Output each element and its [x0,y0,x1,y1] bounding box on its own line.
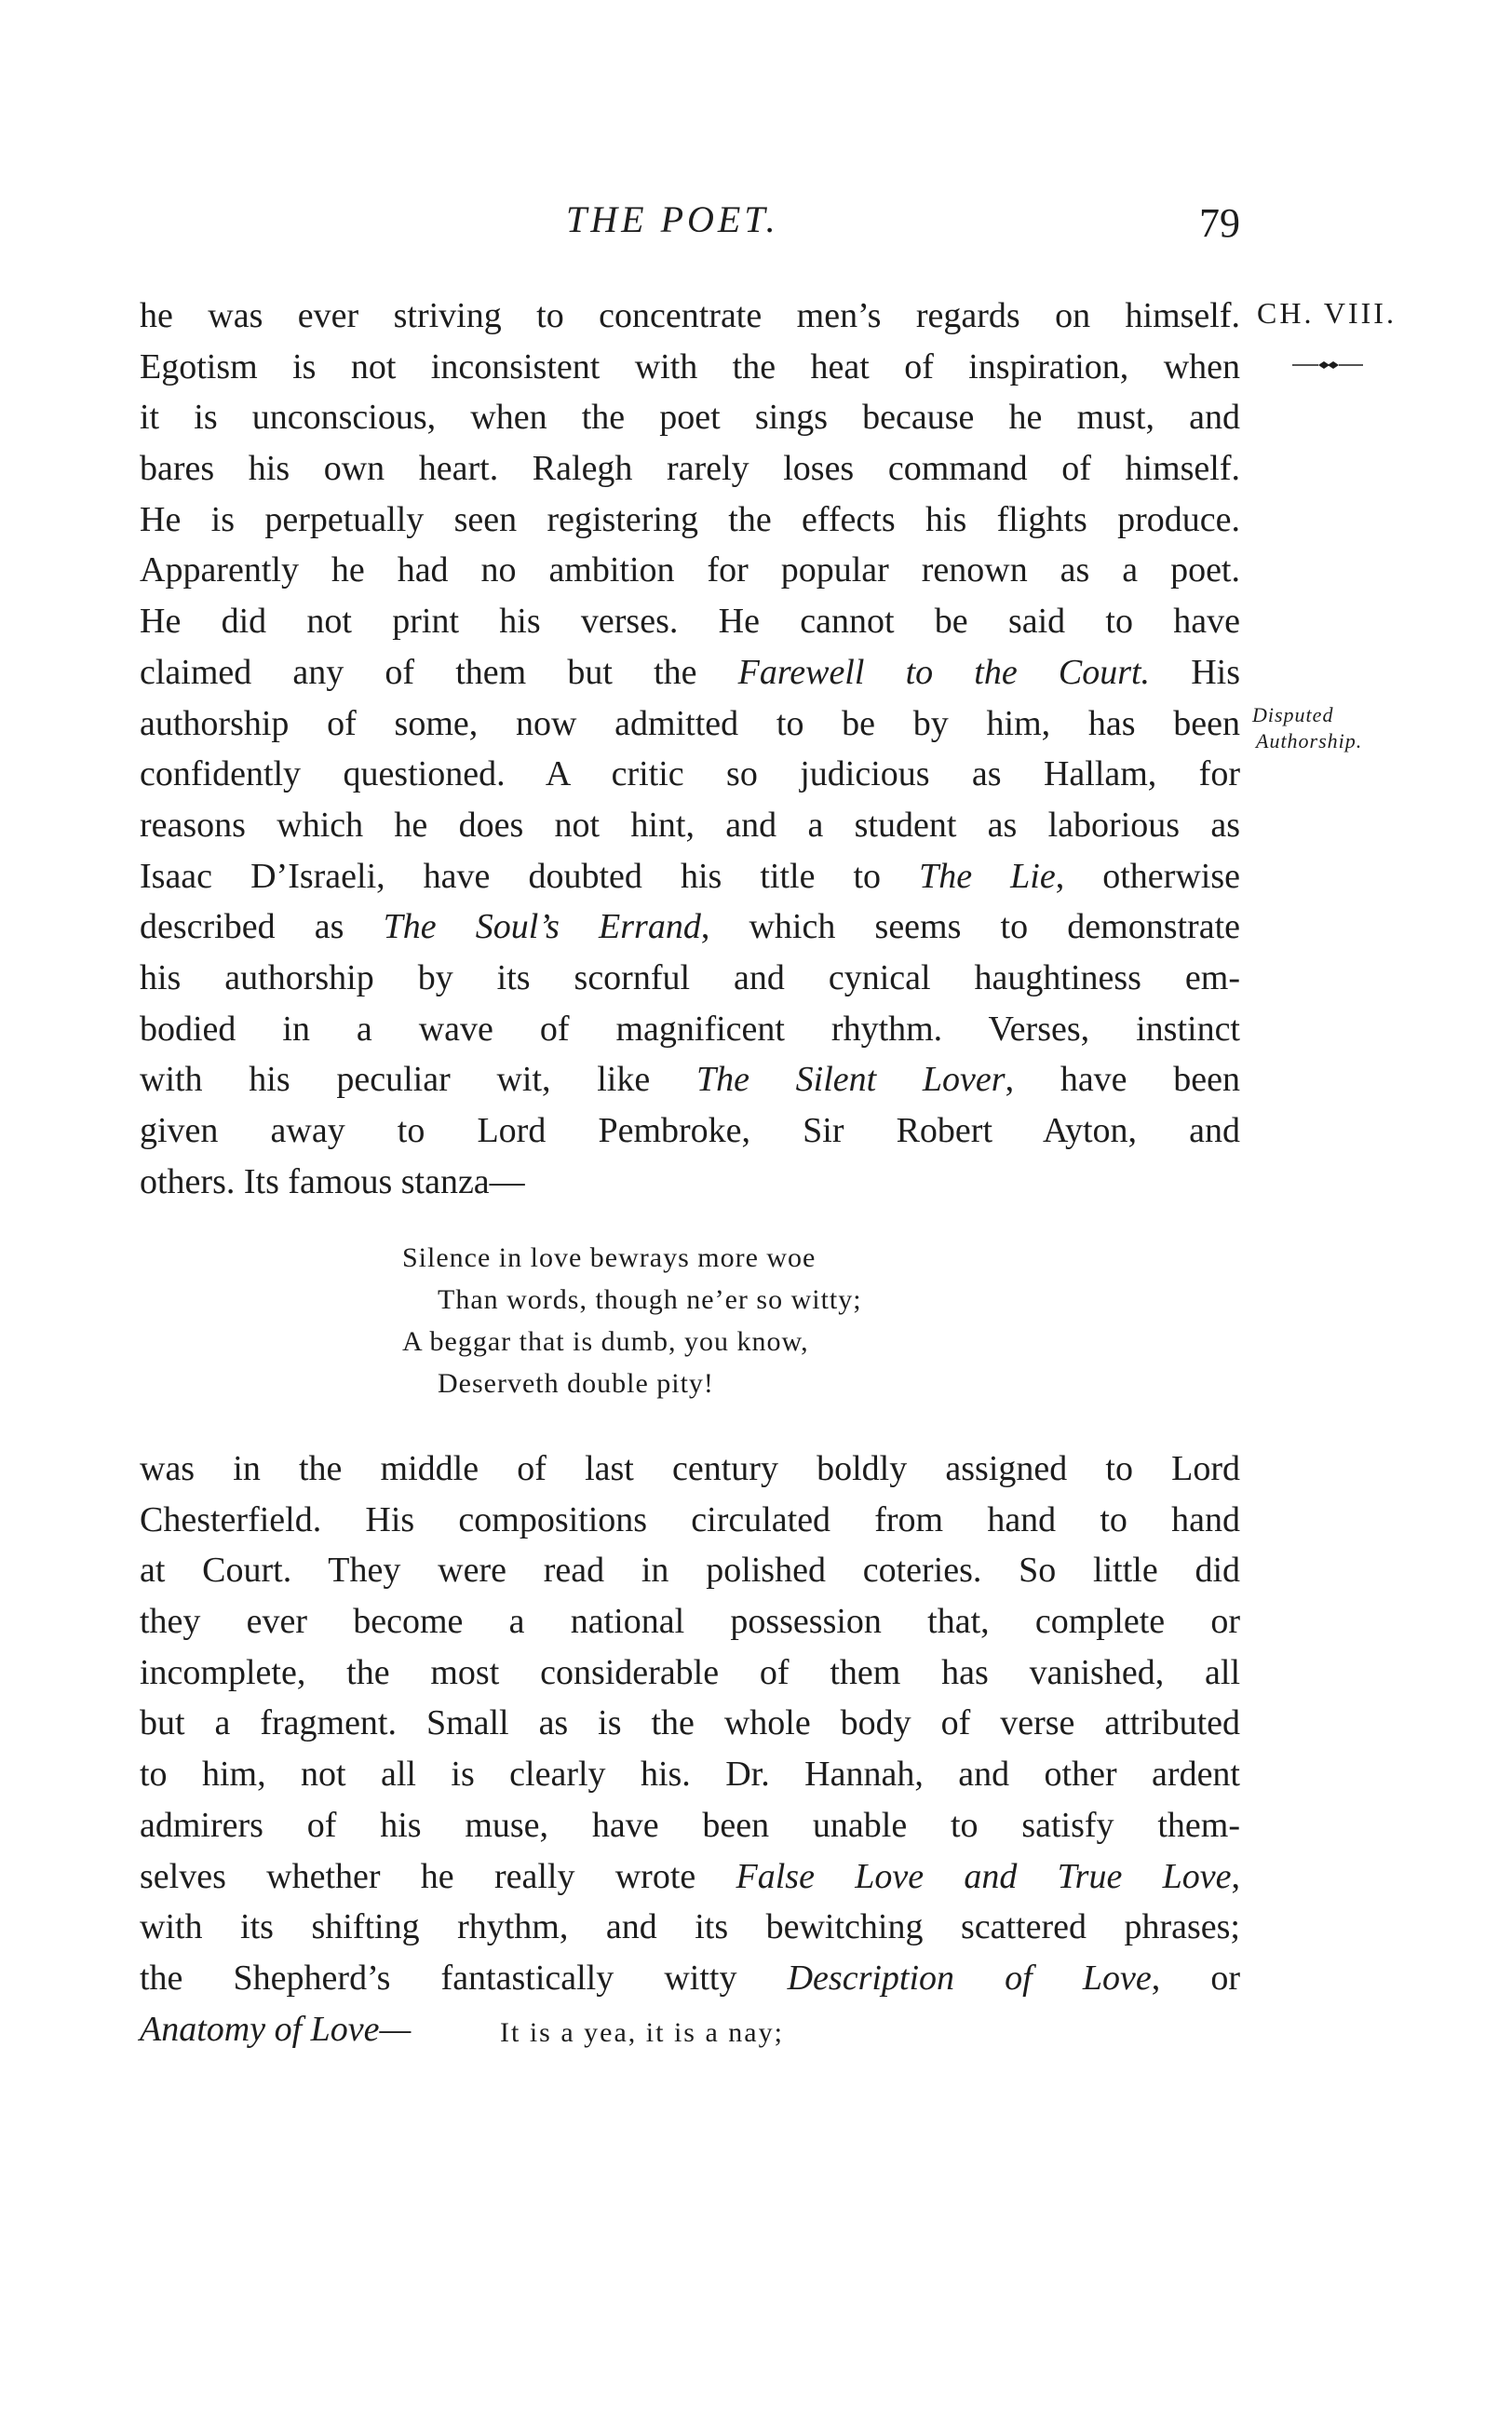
text-line [140,1545,1240,1596]
text-line [140,1444,1240,1495]
text-run: was in the middle of last century boldly assigned to Lord [140,1449,1240,1488]
running-head [140,197,1240,253]
paragraph-block-1 [140,291,1240,1207]
text-run: incomplete, the most considerable of them has vanished, all [140,1652,1240,1692]
italic-title: Description of Love [787,1958,1152,1998]
text-line [140,749,1240,800]
text-line [140,698,1240,750]
text-run: , or [1151,1958,1240,1998]
paragraph-block-2 [140,1444,1240,2054]
text-line [140,495,1240,546]
text-line [140,392,1240,443]
text-line [140,342,1240,393]
text-line [140,1953,1240,2004]
text-run: it is unconscious, when the poet sings because he must, and [140,398,1240,438]
text-run: with its shifting rhythm, and its bewitching scattered phrases; [140,1907,1240,1947]
text-run: but a fragment. Small as is the whole body of verse attributed [140,1703,1240,1743]
page-number: 79 [1199,200,1240,246]
italic-title: Anatomy of Love— [140,2009,412,2049]
text-run: others. Its famous stanza— [140,1161,525,1201]
running-title: THE POET. [566,198,779,240]
text-line [140,1157,1240,1208]
italic-title: False Love and True Love [736,1856,1232,1896]
verse-line: It is a yea, it is a nay; [500,2017,784,2048]
text-line [140,901,1240,953]
text-run: given away to Lord Pembroke, Sir Robert Ayton, and [140,1111,1240,1150]
text-run: Egotism is not inconsistent with the heat of inspiration, when [140,346,1240,386]
text-line [140,1851,1240,1903]
text-line [140,1105,1240,1157]
stanza-line: Than words, though ne’er so witty; [438,1284,862,1315]
text-line [140,291,1240,342]
text-line [140,953,1240,1004]
text-run: claimed any of them but the [140,652,738,692]
italic-title: The Lie [919,856,1056,896]
text-run: , [1231,1856,1240,1896]
text-run: , which seems to demonstrate [700,907,1240,947]
text-run: to him, not all is clearly his. Dr. Hannah, and other ardent [140,1755,1240,1795]
text-line [140,1902,1240,1953]
text-run: confidently questioned. A critic so judicious as Hallam, for [140,754,1240,794]
text-line [140,800,1240,851]
italic-title: The Soul’s Errand [383,907,701,947]
italic-title: Farewell to the Court. [737,652,1151,692]
text-run: described as [140,907,384,947]
text-run: He is perpetually seen registering the effects his flights produce. [140,499,1240,539]
text-line [140,545,1240,596]
fleuron-rule-icon [1292,359,1363,371]
text-line [140,1004,1240,1055]
text-line [140,1647,1240,1699]
text-line [140,596,1240,647]
text-run: reasons which he does not hint, and a student as laborious as [140,805,1240,845]
text-run: selves whether he really wrote [140,1856,736,1896]
text-run: admirers of his muse, have been unable to satisfy them- [140,1805,1240,1845]
text-run: the Shepherd’s fantastically witty [140,1958,788,1998]
text-line [140,1054,1240,1105]
stanza-line: A beggar that is dumb, you know, [402,1326,809,1357]
text-run: they ever become a national possession that, complete or [140,1602,1240,1642]
text-run: He did not print his verses. He cannot be said to have [140,602,1240,642]
text-run: bares his own heart. Ralegh rarely loses command of himself. [140,449,1240,489]
text-line [140,1749,1240,1800]
text-run: Chesterfield. His compositions circulated from hand to hand [140,1499,1240,1539]
text-line [140,1698,1240,1749]
text-line [140,443,1240,495]
text-line [140,1800,1240,1851]
chapter-marker: CH. VIII. [1257,296,1397,330]
text-line [140,647,1240,698]
italic-title: The Silent Lover [695,1060,1006,1100]
text-run: His [1150,652,1240,692]
margin-note-line: Disputed [1252,703,1334,726]
margin-note-line: Authorship. [1256,729,1363,752]
text-line [140,1596,1240,1647]
text-run: , have been [1005,1060,1241,1100]
text-run: at Court. They were read in polished coteries. So little did [140,1551,1240,1591]
text-line [140,1495,1240,1546]
text-line [140,851,1240,902]
stanza-line: Silence in love bewrays more woe [402,1242,817,1273]
quoted-stanza [402,1237,862,1404]
margin-note-disputed-authorship [1252,702,1362,754]
text-run: Apparently he had no ambition for popular renown as a poet. [140,550,1240,590]
text-run: his authorship by its scornful and cynical haughtiness em- [140,957,1240,997]
text-run: with his peculiar wit, like [140,1060,696,1100]
text-run: bodied in a wave of magnificent rhythm. Verses, instinct [140,1009,1240,1049]
text-run: Isaac D’Israeli, have doubted his title to [140,856,920,896]
text-run: , otherwise [1055,856,1240,896]
text-run: he was ever striving to concentrate men’s regards on himself. [140,296,1240,335]
stanza-line: Deserveth double pity! [438,1368,714,1399]
text-run: authorship of some, now admitted to be by him, has been [140,703,1240,743]
